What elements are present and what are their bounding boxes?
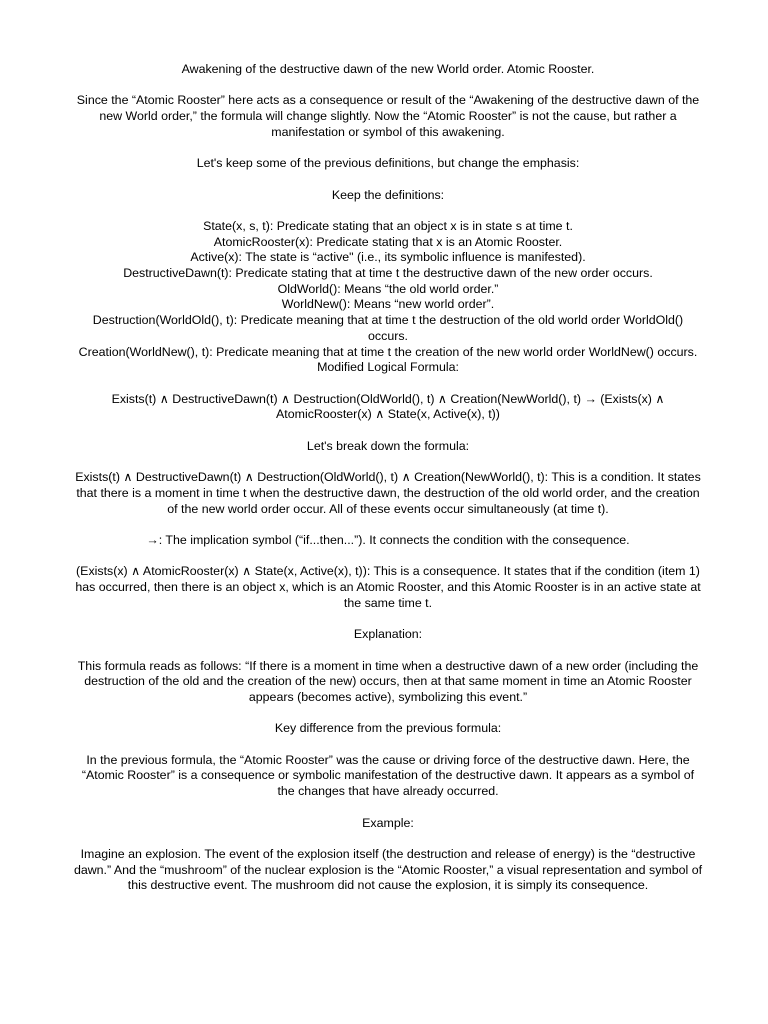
modified-formula-heading: Modified Logical Formula: <box>317 360 459 375</box>
definition-creation: Creation(WorldNew(), t): Predicate meaning that at time t the creation of the new world order WorldNew() occurs. <box>78 344 698 359</box>
definition-old-world: OldWorld(): Means “the old world order.” <box>277 281 499 296</box>
definition-world-new: WorldNew(): Means “new world order”. <box>281 297 495 312</box>
definition-state: State(x, s, t): Predicate stating that an object x is in state s at time t. <box>203 218 573 233</box>
key-difference-paragraph: In the previous formula, the “Atomic Rooster” was the cause or driving force of the destructive dawn. Here, the “Atomic Rooster” is a consequence or symbolic manifestation of the destructive dawn. It appears as a symbol of the changes that have already occurred. <box>81 752 695 799</box>
breakdown-implication: →: The implication symbol (“if...then...”). It connects the condition with the consequence. <box>146 532 630 547</box>
keep-previous-paragraph: Let's keep some of the previous definitions, but change the emphasis: <box>196 156 580 171</box>
example-heading: Example: <box>362 815 414 830</box>
definition-destructive-dawn: DestructiveDawn(t): Predicate stating that at time t the destructive dawn of the new order occurs. <box>123 266 653 281</box>
explanation-heading: Explanation: <box>353 627 423 642</box>
definition-active: Active(x): The state is “active" (i.e., its symbolic influence is manifested). <box>190 250 586 265</box>
explanation-paragraph: This formula reads as follows: “If there is a moment in time when a destructive dawn of a new order (including the destruction of the old and the creation of the new) occurs, then at that same moment in time an Atomic Rooster appears (becomes active), symbolizing this event.” <box>77 658 699 704</box>
breakdown-consequence: (Exists(x) ∧ AtomicRooster(x) ∧ State(x, Active(x), t)): This is a consequence. It states that if the condition (item 1) has occurred, then there is an object x, which is an Atomic Rooster, and this Atomic Rooster is in an active state at the same time t. <box>75 564 701 610</box>
breakdown-condition: Exists(t) ∧ DestructiveDawn(t) ∧ Destruction(OldWorld(), t) ∧ Creation(NewWorld(), t): This is a condition. It states that there is a moment in time t when the destructive dawn, the destruction of the old world order, and the creation of the new world order occur. All of these events occur simultaneously (at time t). <box>75 470 701 516</box>
example-paragraph: Imagine an explosion. The event of the explosion itself (the destruction and release of energy) is the “destructive dawn.” And the “mushroom” of the nuclear explosion is the “Atomic Rooster,” a visual representation and symbol of this destructive event. The mushroom did not cause the explosion, it is simply its consequence. <box>73 846 703 893</box>
document-page <box>72 62 704 894</box>
breakdown-heading: Let's break down the formula: <box>306 438 470 453</box>
intro-paragraph: Since the “Atomic Rooster” here acts as a consequence or result of the “Awakening of the destructive dawn of the new World order,” the formula will change slightly. Now the “Atomic Rooster” is not the cause, but rather a manifestation or symbol of this awakening. <box>76 93 700 139</box>
keep-definitions-heading: Keep the definitions: <box>331 187 445 202</box>
logical-formula: Exists(t) ∧ DestructiveDawn(t) ∧ Destruction(OldWorld(), t) ∧ Creation(NewWorld(), t) → (Exists(x) ∧ AtomicRooster(x) ∧ State(x, Active(x), t)) <box>111 391 665 422</box>
definition-destruction: Destruction(WorldOld(), t): Predicate meaning that at time t the destruction of the old world order WorldOld() occurs. <box>92 313 684 343</box>
key-difference-heading: Key difference from the previous formula: <box>274 721 502 736</box>
document-title: Awakening of the destructive dawn of the new World order. Atomic Rooster. <box>181 62 595 76</box>
definition-atomic-rooster: AtomicRooster(x): Predicate stating that x is an Atomic Rooster. <box>213 234 563 249</box>
